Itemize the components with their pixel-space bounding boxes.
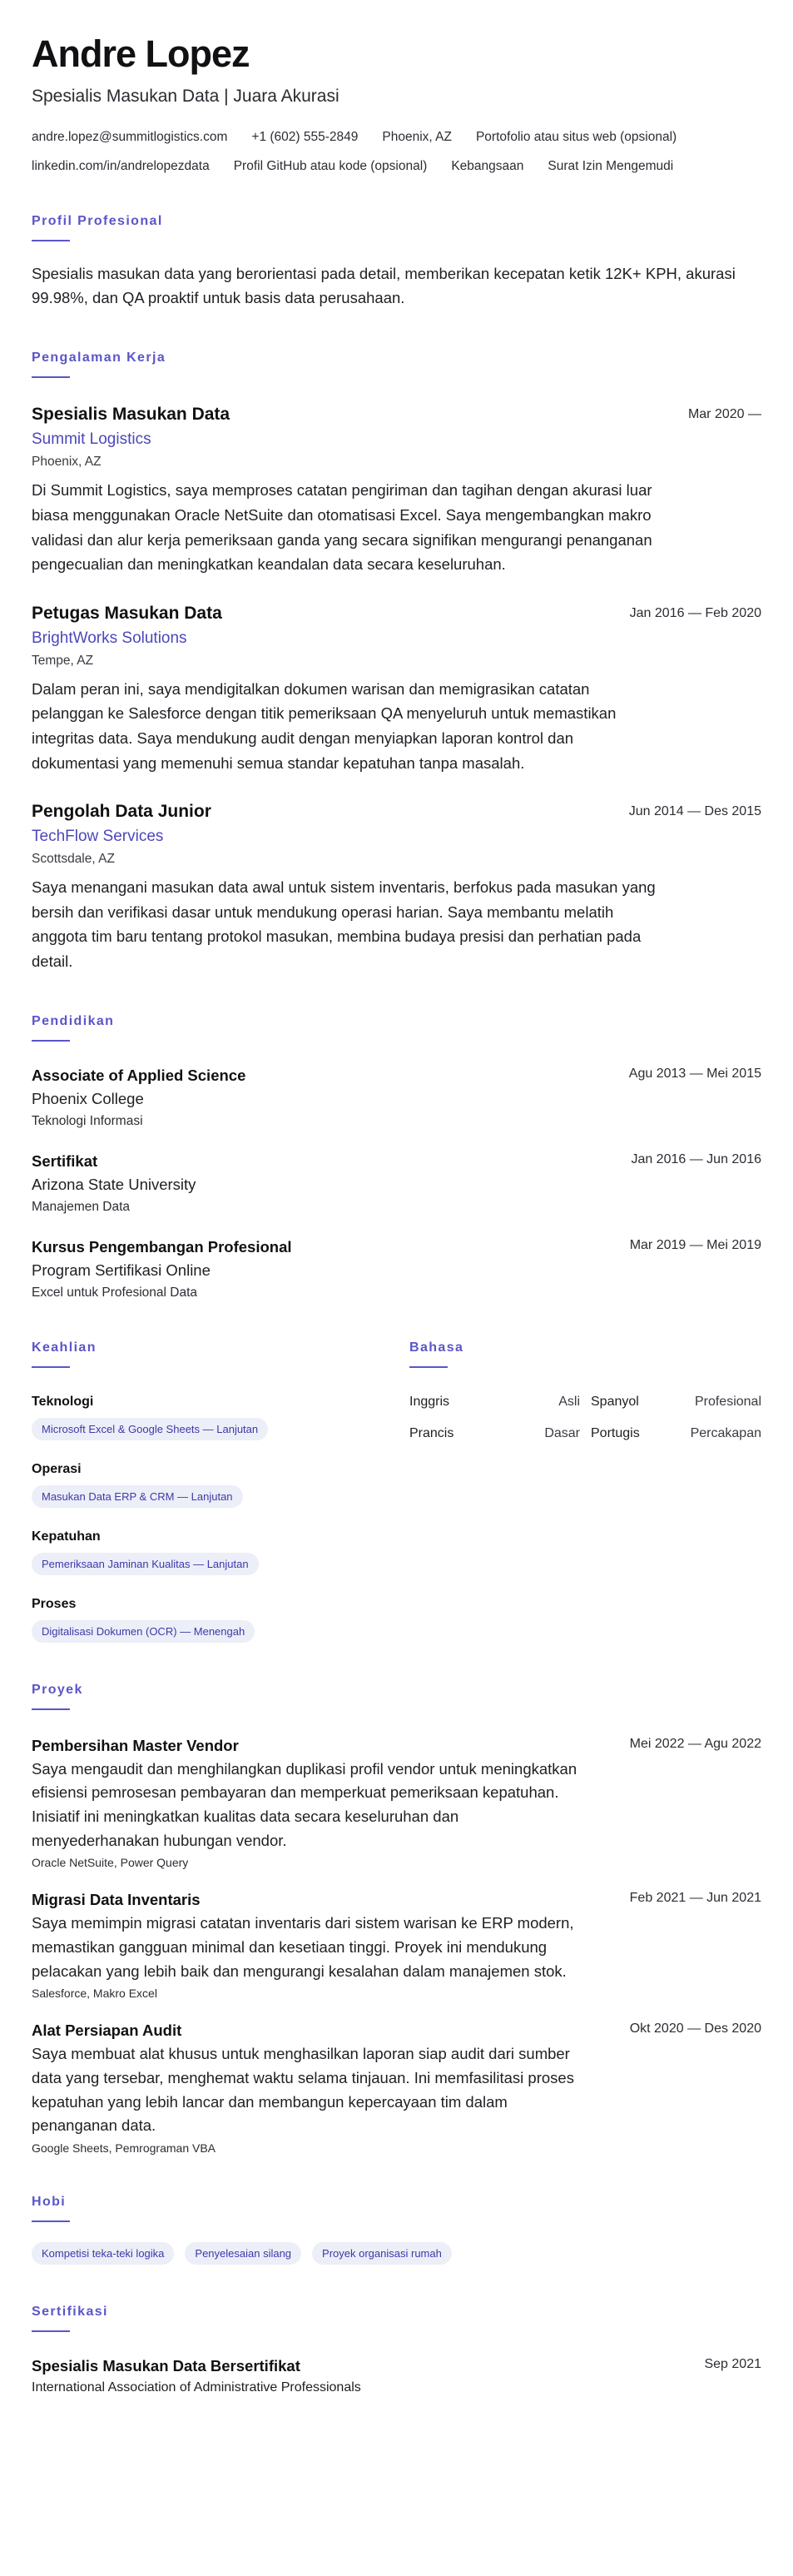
education-school: Arizona State University	[32, 1175, 196, 1193]
section-divider	[32, 1366, 70, 1368]
job-title: Spesialis Masukan Data	[32, 405, 230, 425]
project-description: Saya memimpin migrasi catatan inventaris dari sistem warisan ke ERP modern, memastikan gangguan minimal dan kesetiaan tinggi. Proyek ini mendukung pelacakan yang lebih baik dan mengurangi kesalahan dalam manajemen stok.	[32, 1914, 574, 1980]
skill-group-name: Kepatuhan	[32, 1529, 101, 1544]
hobbies-section	[32, 2195, 761, 2265]
language-list	[409, 1395, 761, 1441]
contact-driving-license: Surat Izin Mengemudi	[548, 158, 674, 173]
job-description: Saya menangani masukan data awal untuk sistem inventaris, berfokus pada masukan yang bersih dan verifikasi dasar untuk mendukung operasi harian. Saya membantu melatih anggota tim baru tentang protokol masukan, membina budaya presisi dan perhatian pada detail.	[32, 878, 656, 970]
project-description: Saya membuat alat khusus untuk menghasilkan laporan siap audit dari sumber data yang tersebar, menghemat waktu selama tinjauan. Ini memfasilitasi proses kepatuhan yang lebih lancar dan membangun kepercayaan tim dalam penanganan data.	[32, 2045, 574, 2135]
skill-group	[32, 1529, 409, 1575]
education-entry	[32, 1152, 761, 1215]
section-title: Pendidikan	[32, 1013, 115, 1028]
job-description: Di Summit Logistics, saya memproses catatan pengiriman dan tagihan dengan akurasi luar biasa menggunakan Oracle NetSuite dan otomatisasi Excel. Saya mengembangkan makro validasi dan alur kerja pemeriksaan ganda yang secara signifikan mengurangi penanganan pengecualian dan meningkatkan keandalan data secara keseluruhan.	[32, 481, 652, 574]
job-date: Jan 2016 — Feb 2020	[629, 605, 761, 620]
candidate-tagline: Spesialis Masukan Data | Juara Akurasi	[32, 86, 340, 106]
project-title: Migrasi Data Inventaris	[32, 1891, 201, 1909]
hobby-list	[32, 2242, 761, 2265]
project-entry	[32, 1737, 761, 1870]
section-title: Proyek	[32, 1682, 83, 1697]
project-tools: Oracle NetSuite, Power Query	[32, 1856, 189, 1870]
education-school: Phoenix College	[32, 1089, 144, 1107]
profile-summary: Spesialis masukan data yang berorientasi pada detail, memberikan kecepatan ketik 12K+ KPH, akurasi 99.98%, dan QA proaktif untuk basis data perusahaan.	[32, 264, 736, 307]
skill-group-name: Teknologi	[32, 1394, 94, 1409]
job-date: Mar 2020 —	[687, 407, 761, 422]
languages-section	[409, 1340, 761, 1643]
project-entry	[32, 1891, 761, 2000]
skills-languages-row	[32, 1340, 761, 1643]
language-level: Asli	[558, 1394, 580, 1409]
language-name: Prancis	[409, 1425, 454, 1440]
project-description: Saya mengaudit dan menghilangkan duplikasi profil vendor untuk meningkatkan efisiensi pemrosesan pembayaran dan memperkuat pemeriksaan kepatuhan. Inisiatif ini meningkatkan kualitas data secara keseluruhan dan menyederhanakan hubungan vendor.	[32, 1759, 577, 1849]
job-location: Tempe, AZ	[32, 653, 94, 668]
contact-email[interactable]: andre.lopez@summitlogistics.com	[32, 129, 228, 144]
certifications-section	[32, 2305, 761, 2395]
skill-chip: Pemeriksaan Jaminan Kualitas — Lanjutan	[32, 1553, 259, 1575]
language-item	[409, 1426, 580, 1441]
skill-group-name: Operasi	[32, 1461, 82, 1476]
skill-group	[32, 1462, 409, 1508]
project-title: Pembersihan Master Vendor	[32, 1736, 239, 1754]
project-tools: Salesforce, Makro Excel	[32, 1987, 157, 2001]
language-name: Portugis	[591, 1425, 640, 1440]
hobby-chip: Penyelesaian silang	[185, 2242, 301, 2265]
language-level: Dasar	[544, 1425, 580, 1440]
certification-issuer: International Association of Administrative Professionals	[32, 2380, 361, 2394]
skill-group-name: Proses	[32, 1596, 77, 1611]
education-field: Manajemen Data	[32, 1199, 131, 1214]
education-date: Jan 2016 — Jun 2016	[631, 1151, 761, 1166]
projects-section	[32, 1683, 761, 2155]
section-title: Hobi	[32, 2194, 67, 2209]
hobby-chip: Proyek organisasi rumah	[312, 2242, 452, 2265]
candidate-name: Andre Lopez	[32, 32, 250, 75]
contact-github[interactable]: Profil GitHub atau kode (opsional)	[233, 158, 428, 173]
job-title: Pengolah Data Junior	[32, 802, 211, 822]
certification-date: Sep 2021	[704, 2356, 761, 2371]
section-divider	[32, 2330, 70, 2332]
education-school: Program Sertifikasi Online	[32, 1261, 211, 1279]
resume-header	[32, 33, 761, 174]
contact-location: Phoenix, AZ	[382, 129, 452, 144]
section-title: Profil Profesional	[32, 213, 163, 228]
certification-name: Spesialis Masukan Data Bersertifikat	[32, 2356, 300, 2375]
profile-section	[32, 214, 761, 311]
skill-chip: Masukan Data ERP & CRM — Lanjutan	[32, 1485, 243, 1508]
skill-chip: Microsoft Excel & Google Sheets — Lanjutan	[32, 1418, 268, 1440]
job-entry	[32, 802, 761, 973]
education-section	[32, 1014, 761, 1300]
contact-phone[interactable]: +1 (602) 555-2849	[251, 129, 359, 144]
education-field: Teknologi Informasi	[32, 1113, 143, 1128]
section-divider	[32, 1708, 70, 1710]
project-entry	[32, 2022, 761, 2155]
education-field: Excel untuk Profesional Data	[32, 1285, 198, 1300]
contact-linkedin[interactable]: linkedin.com/in/andrelopezdata	[32, 158, 210, 173]
section-title: Pengalaman Kerja	[32, 351, 166, 366]
skill-group	[32, 1597, 409, 1643]
language-name: Spanyol	[591, 1394, 639, 1409]
section-title: Keahlian	[32, 1340, 97, 1355]
project-title: Alat Persiapan Audit	[32, 2022, 182, 2040]
hobby-chip: Kompetisi teka-teki logika	[32, 2242, 174, 2265]
education-entry	[32, 1238, 761, 1300]
project-date: Mei 2022 — Agu 2022	[629, 1736, 761, 1751]
section-divider	[32, 1040, 70, 1042]
project-date: Feb 2021 — Jun 2021	[629, 1891, 761, 1906]
job-company: TechFlow Services	[32, 828, 164, 846]
skill-chip: Digitalisasi Dokumen (OCR) — Menengah	[32, 1620, 255, 1643]
job-title: Petugas Masukan Data	[32, 603, 222, 623]
section-title: Bahasa	[409, 1340, 464, 1355]
language-level: Profesional	[694, 1394, 761, 1409]
language-item	[409, 1395, 580, 1410]
skills-section	[32, 1340, 409, 1643]
language-item	[591, 1395, 761, 1410]
education-degree: Associate of Applied Science	[32, 1066, 246, 1084]
job-location: Phoenix, AZ	[32, 455, 102, 470]
language-level: Percakapan	[690, 1425, 761, 1440]
contact-portfolio[interactable]: Portofolio atau situs web (opsional)	[475, 129, 677, 144]
job-entry	[32, 405, 761, 576]
section-divider	[409, 1366, 448, 1368]
certification-entry	[32, 2357, 761, 2395]
education-date: Mar 2019 — Mei 2019	[629, 1237, 761, 1252]
section-divider	[32, 240, 70, 241]
section-title: Sertifikasi	[32, 2304, 108, 2319]
education-degree: Sertifikat	[32, 1151, 98, 1170]
job-location: Scottsdale, AZ	[32, 852, 115, 867]
job-entry	[32, 604, 761, 775]
job-company: BrightWorks Solutions	[32, 629, 187, 647]
education-entry	[32, 1067, 761, 1129]
education-degree: Kursus Pengembangan Profesional	[32, 1237, 292, 1256]
section-divider	[32, 376, 70, 378]
contact-nationality: Kebangsaan	[451, 158, 524, 173]
section-divider	[32, 2220, 70, 2222]
project-date: Okt 2020 — Des 2020	[629, 2022, 761, 2036]
language-item	[591, 1426, 761, 1441]
project-tools: Google Sheets, Pemrograman VBA	[32, 2141, 216, 2155]
job-description: Dalam peran ini, saya mendigitalkan dokumen warisan dan memigrasikan catatan pelanggan ke Salesforce dengan titik pemeriksaan QA menyeluruh untuk memastikan integritas data. Saya mendukung audit dengan menyiapkan laporan kontrol dan dokumentasi yang memenuhi semua standar kepatuhan tanpa masalah.	[32, 679, 617, 772]
job-date: Jun 2014 — Des 2015	[628, 804, 761, 819]
education-date: Agu 2013 — Mei 2015	[628, 1066, 761, 1081]
contact-info	[32, 130, 772, 174]
language-name: Inggris	[409, 1394, 450, 1409]
experience-section	[32, 351, 761, 973]
skill-group	[32, 1395, 409, 1440]
job-company: Summit Logistics	[32, 430, 151, 449]
